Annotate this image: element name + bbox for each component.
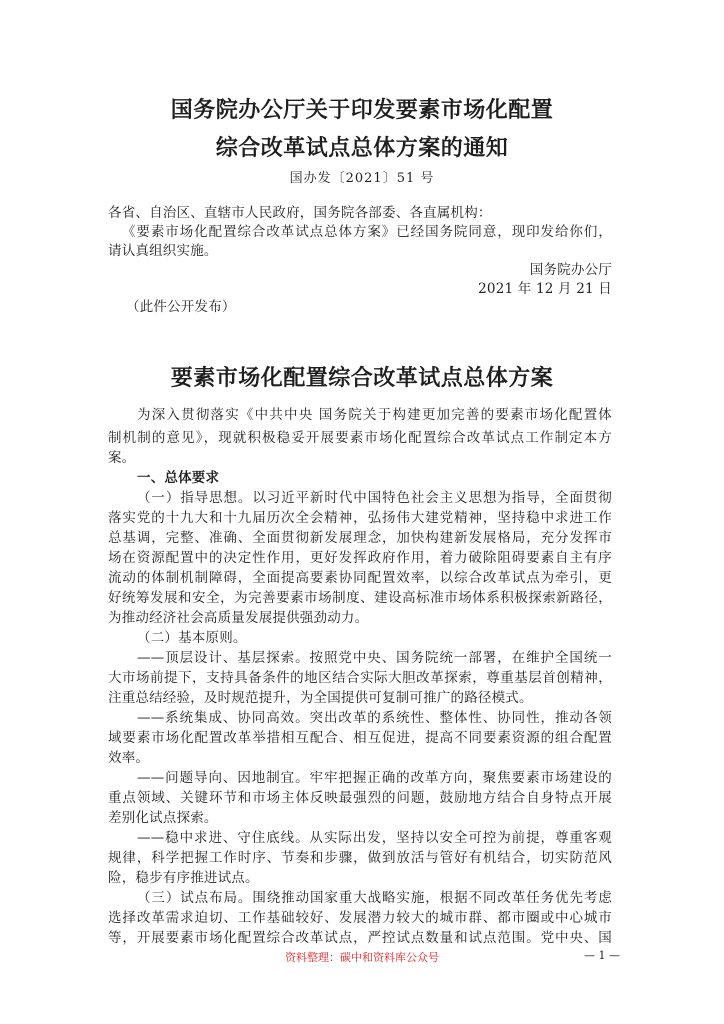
layout-line: 等，开展要素市场化配置综合改革试点，严控试点数量和试点范围。党中央、国 [108,930,612,946]
principle-line: 大市场前提下，支持具备条件的地区结合实际大胆改革探索，尊重基层首创精神， [108,670,612,686]
document-number: 国办发〔2021〕51 号 [289,171,435,186]
principle-line: ——问题导向、因地制宜。牢牢把握正确的改革方向，聚焦要素市场建设的 [137,770,612,786]
principle-line: 效率。 [108,750,150,766]
principle-line: ——顶层设计、基层探索。按照党中央、国务院统一部署，在维护全国统一 [137,650,612,666]
plan-title: 要素市场化配置综合改革试点总体方案 [170,365,554,391]
notice-body-line-2: 请认真组织实施。 [108,243,218,259]
principle-line: 规律，科学把握工作时序、节奏和步骤，做到放活与管好有机结合，切实防范风 [108,850,612,866]
guiding-line: 好统筹发展和安全，为完善要素市场制度、建设高标准市场体系积极探索新路径， [108,590,612,606]
section-heading: 一、总体要求 [137,470,220,486]
principle-line: 注重总结经验，及时规范提升，为全国提供可复制可推广的路径模式。 [108,690,533,706]
guiding-line: 为推动经济社会高质量发展提供强劲动力。 [108,610,369,626]
recipients: 各省、自治区、直辖市人民政府，国务院各部委、各直属机构： [108,205,492,221]
guiding-line: 落实党的十九大和十九届历次全会精神，弘扬伟大建党精神，坚持稳中求进工作 [108,510,612,526]
principle-line: 差别化试点探索。 [108,810,218,826]
issue-date: 2021 年 12 月 21 日 [478,281,612,297]
notice-body-line-1: 《要素市场化配置综合改革试点总体方案》已经国务院同意，现印发给你们， [122,224,612,240]
publish-note: （此件公开发布） [126,299,236,315]
intro-line: 案。 [108,450,136,466]
source-note: 资料整理：碳中和资料库公众号 [285,951,439,964]
layout-line: 选择改革需求迫切、工作基础较好、发展潜力较大的城市群、都市圈或中心城市 [108,910,612,926]
layout-line: （三）试点布局。围绕推动国家重大战略实施，根据不同改革任务优先考虑 [137,890,612,906]
intro-line: 制机制的意见》，现就积极稳妥开展要素市场化配置综合改革试点工作制定本方 [108,430,612,446]
notice-title-line-2: 综合改革试点总体方案的通知 [215,135,509,161]
guiding-line: 场在资源配置中的决定性作用，更好发挥政府作用，着力破除阻碍要素自主有序 [108,550,612,566]
principle-line: ——系统集成、协同高效。突出改革的系统性、整体性、协同性，推动各领 [137,710,612,726]
principle-line: ——稳中求进、守住底线。从实际出发，坚持以安全可控为前提，尊重客观 [137,830,612,846]
guiding-line: （一）指导思想。以习近平新时代中国特色社会主义思想为指导，全面贯彻 [137,490,612,506]
principle-line: 险，稳步有序推进试点。 [108,870,259,886]
notice-title-line-1: 国务院办公厅关于印发要素市场化配置 [170,97,554,123]
signer: 国务院办公厅 [529,262,612,278]
principles-heading: （二）基本原则。 [137,630,247,646]
principle-line: 域要素市场化配置改革举措相互配合、相互促进，提高不同要素资源的组合配置 [108,730,612,746]
intro-line: 为深入贯彻落实《中共中央 国务院关于构建更加完善的要素市场化配置体 [137,407,612,423]
page-number: — 1 — [584,949,620,962]
principle-line: 重点领域、关键环节和市场主体反映最强烈的问题，鼓励地方结合自身特点开展 [108,790,612,806]
guiding-line: 总基调，完整、准确、全面贯彻新发展理念，加快构建新发展格局，充分发挥市 [108,530,612,546]
guiding-line: 流动的体制机制障碍，全面提高要素协同配置效率，以综合改革试点为牵引，更 [108,570,612,586]
